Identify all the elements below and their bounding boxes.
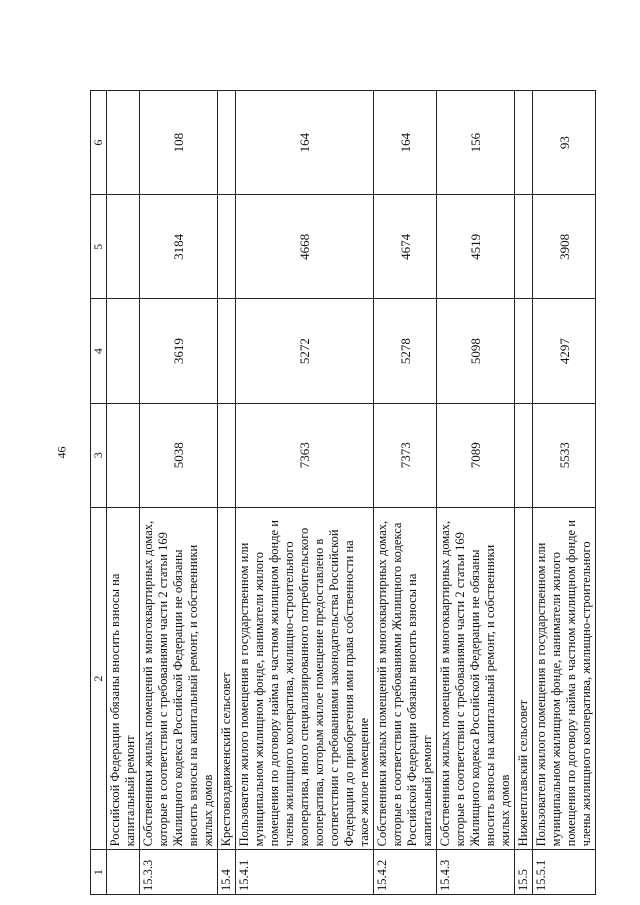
row-value-col5: 4674 bbox=[374, 195, 437, 299]
row-value-col6 bbox=[515, 91, 533, 195]
row-value-col5: 3908 bbox=[533, 195, 596, 299]
row-value-col6 bbox=[107, 91, 140, 195]
row-value-col3: 5038 bbox=[140, 403, 218, 507]
row-description: Крестовоздвиженский сельсовет bbox=[218, 507, 236, 849]
data-table bbox=[90, 90, 596, 895]
page-number: 46 bbox=[54, 446, 69, 459]
row-value-col4 bbox=[515, 299, 533, 403]
row-value-col6: 164 bbox=[236, 91, 374, 195]
row-value-col4: 5098 bbox=[437, 299, 515, 403]
table-container bbox=[90, 90, 593, 895]
row-description: Пользователи жилого помещения в государственном или муниципальном жилищном фонде, наниматели жилого помещения по договору найма в частном жилищном фонде и члены жилищного кооператива, жилищно-строительного bbox=[533, 507, 596, 849]
row-code: 15.4 bbox=[218, 850, 236, 895]
table-row bbox=[533, 91, 596, 895]
row-value-col5 bbox=[107, 195, 140, 299]
row-code: 15.4.2 bbox=[374, 850, 437, 895]
row-code: 15.4.1 bbox=[236, 850, 374, 895]
row-code: 15.4.3 bbox=[437, 850, 515, 895]
table-row bbox=[437, 91, 515, 895]
row-value-col3 bbox=[107, 403, 140, 507]
row-code: 15.5 bbox=[515, 850, 533, 895]
table-row bbox=[515, 91, 533, 895]
row-value-col4 bbox=[107, 299, 140, 403]
table-row bbox=[374, 91, 437, 895]
row-value-col6: 93 bbox=[533, 91, 596, 195]
table-row bbox=[218, 91, 236, 895]
row-description: Нижнеплтавский сельсовет bbox=[515, 507, 533, 849]
row-description: Российской Федерации обязаны вносить взносы на капитальный ремонт bbox=[107, 507, 140, 849]
row-code bbox=[107, 850, 140, 895]
table-row bbox=[236, 91, 374, 895]
column-header-4: 4 bbox=[91, 299, 107, 403]
row-description: Собственники жилых помещений в многоквартирных домах, которые в соответствии с требованиями части 2 статьи 169 Жилищного кодекса Российской Федерации не обязаны вносить взносы на капитальный ремонт, и собственники жилых домов bbox=[140, 507, 218, 849]
row-code: 15.3.3 bbox=[140, 850, 218, 895]
row-value-col4: 4297 bbox=[533, 299, 596, 403]
row-value-col3 bbox=[515, 403, 533, 507]
column-header-5: 5 bbox=[91, 195, 107, 299]
row-value-col5: 4668 bbox=[236, 195, 374, 299]
column-header-1: 1 bbox=[91, 850, 107, 895]
row-value-col5 bbox=[515, 195, 533, 299]
row-value-col3: 7089 bbox=[437, 403, 515, 507]
row-value-col4 bbox=[218, 299, 236, 403]
row-value-col4: 3619 bbox=[140, 299, 218, 403]
row-value-col5: 3184 bbox=[140, 195, 218, 299]
row-value-col4: 5278 bbox=[374, 299, 437, 403]
row-value-col6: 164 bbox=[374, 91, 437, 195]
row-description: Собственники жилых помещений в многоквартирных домах, которые в соответствии с требованиями части 2 статьи 169 Жилищного кодекса Российской Федерации не обязаны вносить взносы на капитальный ремонт, и собственники жилых домов bbox=[437, 507, 515, 849]
row-description: Собственники жилых помещений в многоквартирных домах, которые в соответствии с требованиями Жилищного кодекса Российской Федерации обязаны вносить взносы на капитальный ремонт bbox=[374, 507, 437, 849]
column-header-2: 2 bbox=[91, 507, 107, 849]
row-value-col6 bbox=[218, 91, 236, 195]
table-header-row bbox=[91, 91, 107, 895]
row-value-col6: 156 bbox=[437, 91, 515, 195]
table-row bbox=[140, 91, 218, 895]
row-value-col3: 5533 bbox=[533, 403, 596, 507]
row-value-col5 bbox=[218, 195, 236, 299]
row-code: 15.5.1 bbox=[533, 850, 596, 895]
row-value-col3 bbox=[218, 403, 236, 507]
row-description: Пользователи жилого помещения в государственном или муниципальном жилищном фонде, наниматели жилого помещения по договору найма в частном жилищном фонде и члены жилищного кооператива, жилищно-строительного кооператива, иного специализированного потребительского кооператива, которым жилое помещение предоставлено в соответствии с требованиями законодательства Российской Федерации до приобретения ими права собственности на такое жилое помещение bbox=[236, 507, 374, 849]
row-value-col4: 5272 bbox=[236, 299, 374, 403]
table-row bbox=[107, 91, 140, 895]
column-header-3: 3 bbox=[91, 403, 107, 507]
column-header-6: 6 bbox=[91, 91, 107, 195]
row-value-col6: 108 bbox=[140, 91, 218, 195]
row-value-col3: 7373 bbox=[374, 403, 437, 507]
row-value-col3: 7363 bbox=[236, 403, 374, 507]
row-value-col5: 4519 bbox=[437, 195, 515, 299]
